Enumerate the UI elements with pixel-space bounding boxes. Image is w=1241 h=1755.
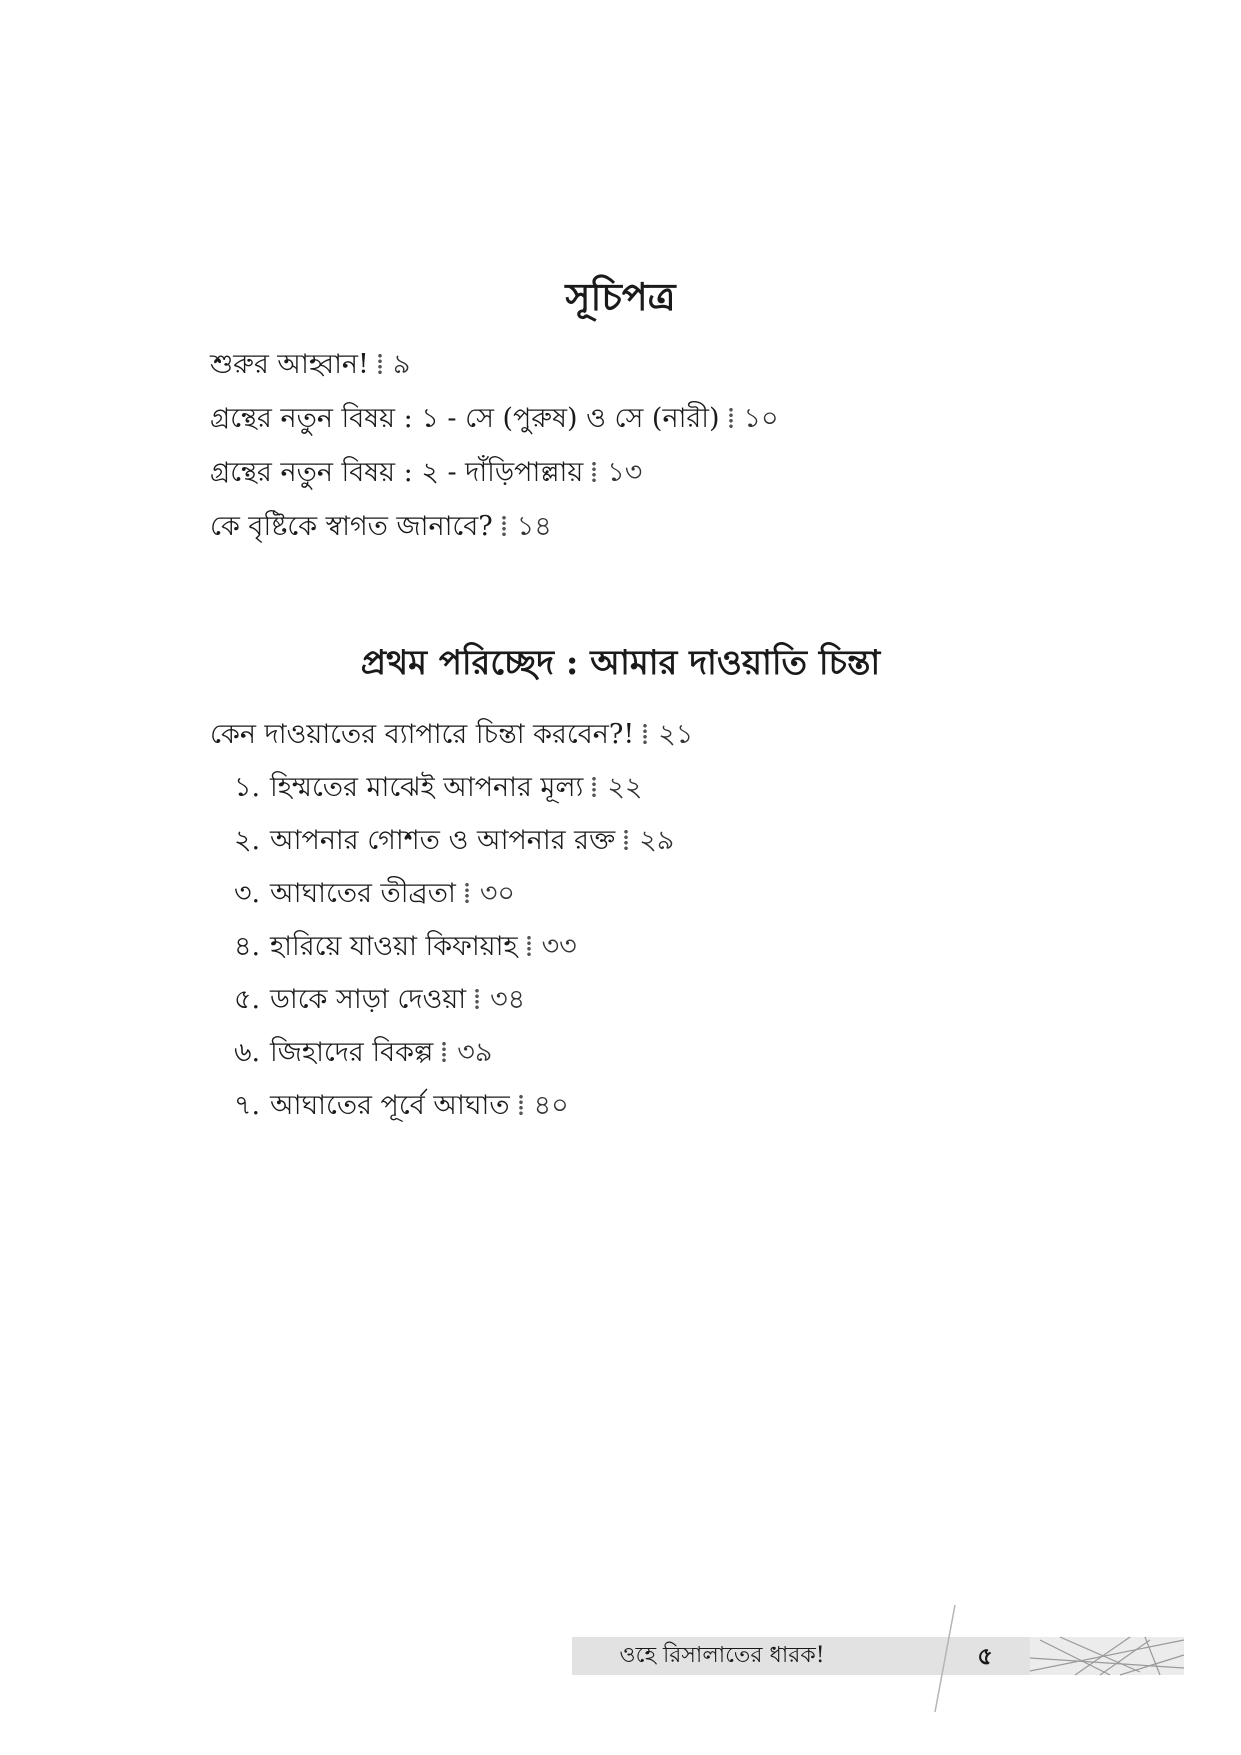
toc-entry-text: ডাকে সাড়া দেওয়া <box>270 984 467 1015</box>
chapter-heading: প্রথম পরিচ্ছেদ : আমার দাওয়াতি চিন্তা <box>360 643 881 683</box>
page-title: সূচিপত্র <box>565 274 676 319</box>
toc-entry-page: ৯ <box>392 349 411 380</box>
toc-entry-text: জিহাদের বিকল্প <box>270 1037 434 1068</box>
toc-entry-page: ১৪ <box>516 511 552 542</box>
toc-entry-number: ২. <box>234 825 261 856</box>
toc-entry-page: ৩৯ <box>457 1037 493 1068</box>
toc-entry-text: হিম্মতের মাঝেই আপনার মূল্য <box>270 772 584 803</box>
toc-entry-page: ১০ <box>743 403 779 434</box>
toc-entry-text: শুরুর আহ্বান! <box>210 349 369 380</box>
toc-entry-number: ৬. <box>234 1037 261 1068</box>
toc-entry-page: ৩৩ <box>541 931 577 962</box>
toc-entry-page: ৩৪ <box>490 984 526 1015</box>
footer-page-number: ৫ <box>977 1641 993 1670</box>
toc-entry-page: ১৩ <box>607 457 643 488</box>
toc-entry-text: আপনার গোশত ও আপনার রক্ত <box>270 825 616 856</box>
toc-entry-text: গ্রন্থের নতুন বিষয় : ১ - সে (পুরুষ) ও সে (নারী) <box>210 403 720 434</box>
toc-entry-number: ৩. <box>234 878 261 909</box>
footer-book-title: ওহে রিসালাতের ধারক! <box>619 1643 825 1668</box>
toc-entry-text: হারিয়ে যাওয়া কিফায়াহ <box>270 931 518 962</box>
toc-entry-number: ৭. <box>234 1090 261 1121</box>
toc-entry-page: ৪০ <box>533 1090 569 1121</box>
toc-entry-page: ২১ <box>658 719 694 750</box>
toc-entry-text: গ্রন্থের নতুন বিষয় : ২ - দাঁড়িপাল্লায় <box>210 457 584 488</box>
toc-entry-text: আঘাতের তীব্রতা <box>270 878 456 909</box>
toc-entry-text: আঘাতের পূর্বে আঘাত <box>270 1090 510 1121</box>
toc-entry-text: কেন দাওয়াতের ব্যাপারে চিন্তা করবেন?! <box>210 719 635 750</box>
toc-entry-page: ৩০ <box>479 878 515 909</box>
toc-entry-number: ১. <box>234 772 261 803</box>
toc-entry-page: ২৯ <box>639 825 675 856</box>
toc-entry-number: ৫. <box>234 984 261 1015</box>
toc-entry-number: ৪. <box>234 931 261 962</box>
toc-entry-page: ২২ <box>607 772 643 803</box>
toc-entry-text: কে বৃষ্টিকে স্বাগত জানাবে? <box>210 511 493 542</box>
